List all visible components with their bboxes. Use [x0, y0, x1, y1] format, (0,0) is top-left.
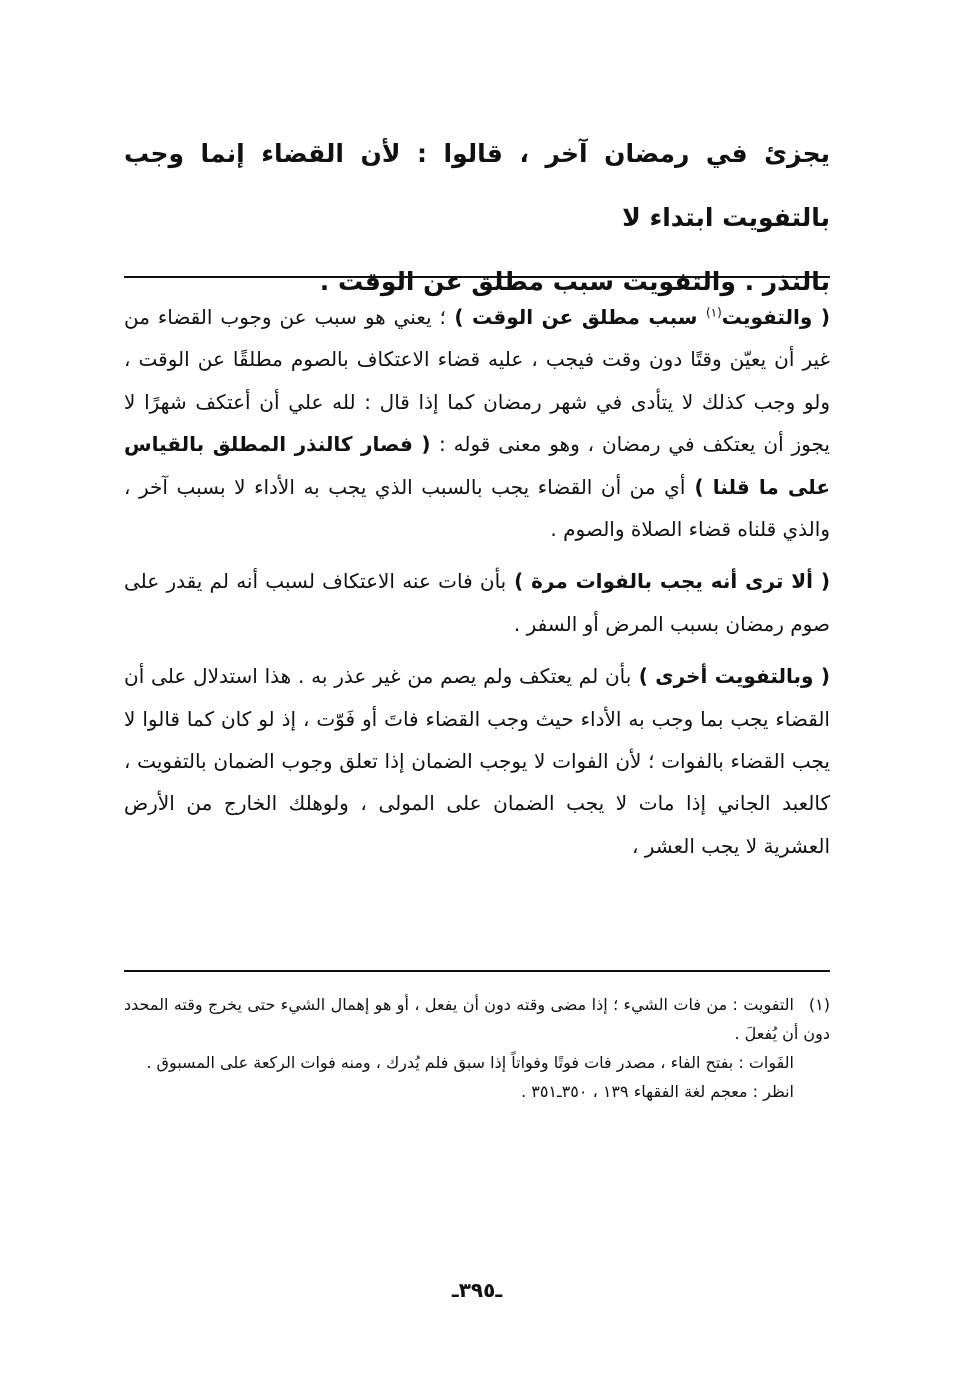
commentary-paragraph-2: [124, 560, 830, 645]
footnote-separator: [124, 970, 830, 972]
footnote-1-line-3: انظر : معجم لغة الفقهاء ١٣٩ ، ٣٥٠ـ٣٥١ .: [521, 1082, 794, 1101]
commentary-paragraph-3: [124, 655, 830, 867]
footnote-number: (١): [808, 995, 830, 1014]
footnote-marker: (١): [705, 305, 722, 320]
quoted-phrase: ( والتفويت: [721, 305, 830, 329]
footnote-1-line-2: الفَوات : بفتح الفاء ، مصدر فات فوتًا وفواتاً إذا سبق فلم يُدرك ، ومنه فوات الركعة على المسبوق .: [146, 1053, 794, 1072]
main-text-line-1: يجزئ في رمضان آخر ، قالوا : لأن القضاء إنما وجب بالتفويت ابتداء لا: [124, 139, 830, 232]
main-text-separator: [124, 276, 830, 278]
footnote-1-line-1: [124, 990, 830, 1048]
footnote-text: التفويت : من فات الشيء ؛ إذا مضى وقته دون أن يفعل ، أو هو إهمال الشيء حتى يخرج وقته المحدد دون أن يُفعلَ .: [124, 995, 830, 1043]
commentary-text: أي من أن القضاء يجب بالسبب الذي يجب به الأداء لا بسبب آخر ، والذي قلناه قضاء الصلاة والصوم .: [124, 474, 830, 542]
quoted-phrase: سبب مطلق عن الوقت ): [445, 305, 706, 329]
main-text: [124, 122, 830, 314]
commentary-text: بأن لم يعتكف ولم يصم من غير عذر به . هذا استدلال على أن القضاء يجب بما وجب به الأداء حيث وجب القضاء فاتَ أو فَوّت ، إذ لو كان كما قالوا لا يجب القضاء بالفوات ؛ لأن الفوات لا يوجب الضمان إذا تعلق وجوب الضمان بالتفويت ، كالعبد الجاني إذا مات لا يجب الضمان على المولى ، ولوهلك الخارج من الأرض العشرية لا يجب العشر ،: [124, 664, 830, 858]
main-text-line-2: بالنذر . والتفويت سبب مطلق عن الوقت .: [319, 267, 830, 296]
footnotes: [124, 990, 830, 1106]
quoted-phrase: ( فصار كالنذر المطلق بالقياس على ما قلنا ): [124, 432, 830, 499]
page-number: ـ٣٩٥ـ: [451, 1278, 503, 1302]
commentary-paragraph-1: [124, 296, 830, 550]
quoted-phrase: ( وبالتفويت أخرى ): [631, 664, 830, 689]
quoted-phrase: ( ألا ترى أنه يجب بالفوات مرة ): [506, 569, 831, 594]
commentary-text: ؛ يعني هو سبب عن وجوب القضاء من غير أن يعيّن وقتًا دون وقت فيجب ، عليه قضاء الاعتكاف بالصوم مطلقًا عن الوقت ، ولو وجب كذلك لا يتأدى في شهر رمضان كما إذا قال : لله علي أن أعتكف شهرًا لا يجوز أن يعتكف في رمضان ، وهو معنى قوله :: [124, 305, 830, 457]
commentary-text: بأن فات عنه الاعتكاف لسبب أنه لم يقدر على صوم رمضان بسبب المرض أو السفر .: [124, 569, 830, 636]
commentary: [124, 296, 830, 877]
